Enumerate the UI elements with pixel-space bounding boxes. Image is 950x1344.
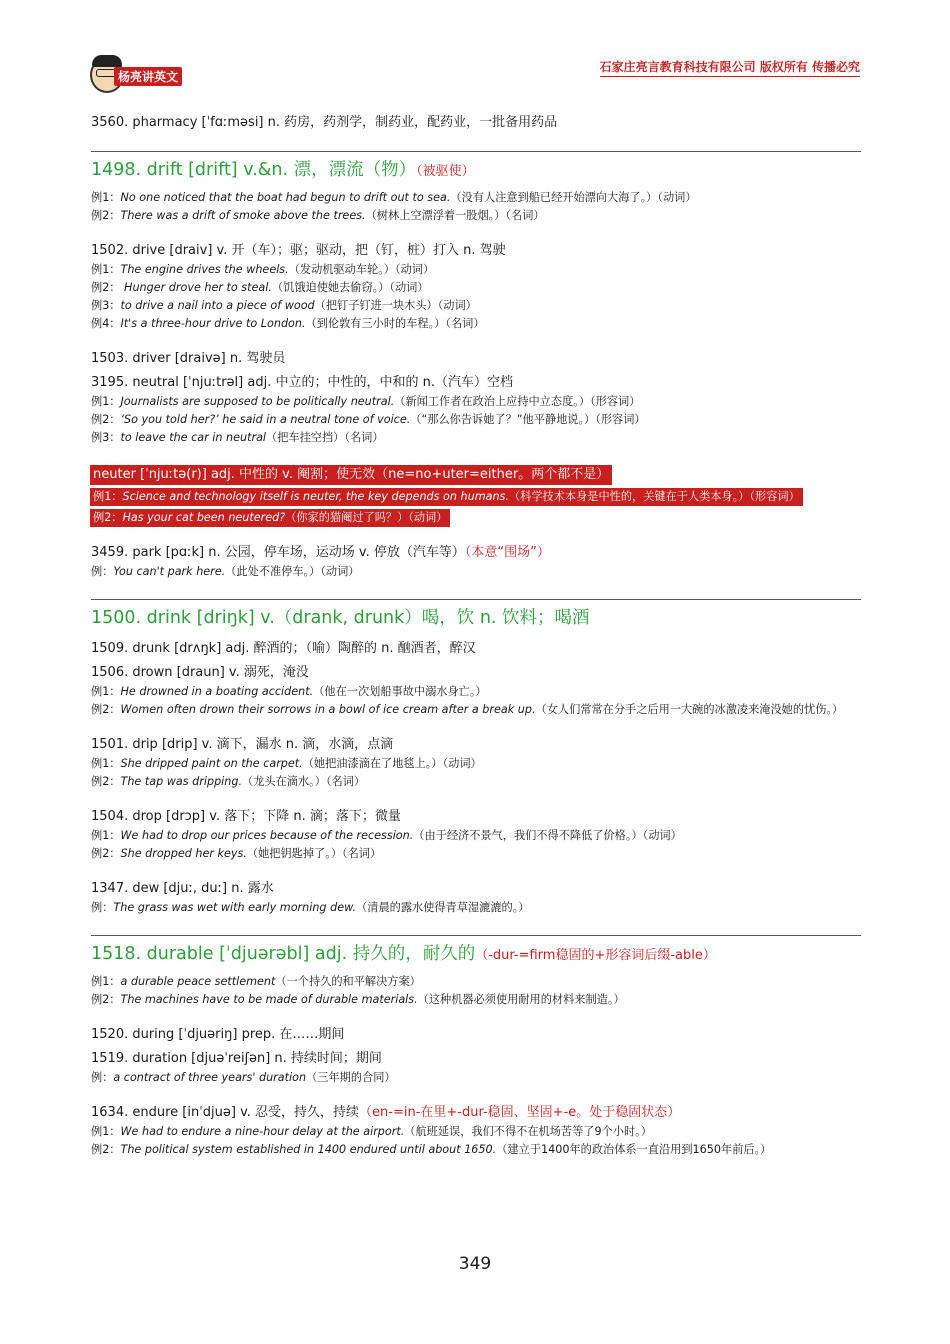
entry-drown: 1506. drown [draun] v. 溺死，淹没 xyxy=(91,665,309,680)
etymology-note: （本意“围场”） xyxy=(464,545,550,560)
example-line: 例3：to leave the car in neutral（把车挂空挡）（名词） xyxy=(91,431,384,444)
example-line: 例1：He drowned in a boating accident.（他在一次划船事故中溺水身亡。） xyxy=(91,685,487,698)
entry-drop: 1504. drop [drɔp] v. 落下；下降 n. 滴；落下；微量 xyxy=(91,809,401,824)
entry-drip: 1501. drip [drip] v. 滴下，漏水 n. 滴，水滴，点滴 xyxy=(91,737,394,752)
example-line: 例2：‘So you told her?’ he said in a neutral tone of voice.（“那么你告诉她了？”他平静地说。）（形容词） xyxy=(91,413,646,426)
copyright-notice: 石家庄亮言教育科技有限公司 版权所有 传播必究 xyxy=(600,58,860,77)
entry-drunk: 1509. drunk [drʌŋk] adj. 醉酒的；（喻）陶醉的 n. 酗酒者，醉汉 xyxy=(91,641,476,656)
section-heading-drift: 1498. drift [drift] v.&n. 漂，漂流（物）（被驱使） xyxy=(91,160,475,180)
example-line: 例2：The machines have to be made of durable materials.（这种机器必须使用耐用的材料来制造。） xyxy=(91,993,625,1006)
section-heading-durable: 1518. durable [ˈdjuərəbl] adj. 持久的，耐久的（-dur-=firm稳固的+形容词后缀-able） xyxy=(91,944,716,964)
avatar-hair-icon xyxy=(92,55,122,67)
entry-duration: 1519. duration [djuəˈreiʃən] n. 持续时间；期间 xyxy=(91,1051,382,1066)
entry-driver: 1503. driver [draivə] n. 驾驶员 xyxy=(91,351,286,366)
example-line: 例1：The engine drives the wheels.（发动机驱动车轮。）（动词） xyxy=(91,263,435,276)
page-header xyxy=(88,55,860,95)
logo-text: 杨亮讲英文 xyxy=(114,67,182,86)
example-line: 例3：to drive a nail into a piece of wood（把钉子钉进一块木头）（动词） xyxy=(91,299,477,312)
entry-dew: 1347. dew [djuː, duː] n. 露水 xyxy=(91,881,274,896)
example-line: 例：a contract of three years' duration（三年期的合同） xyxy=(91,1071,396,1084)
example-line: 例1：We had to endure a nine-hour delay at the airport.（航班延误，我们不得不在机场苦等了9个小时。） xyxy=(91,1125,652,1138)
entry-pharmacy: 3560. pharmacy [ˈfɑːməsi] n. 药房，药剂学，制药业，配药业，一批备用药品 xyxy=(91,115,558,130)
example-line: 例1：She dripped paint on the carpet.（她把油漆滴在了地毯上。）（动词） xyxy=(91,757,482,770)
entry-neutral: 3195. neutral [ˈnjuːtrəl] adj. 中立的；中性的，中和的 n.（汽车）空档 xyxy=(91,375,513,390)
section-heading-drink: 1500. drink [driŋk] v.（drank, drunk）喝，饮 n. 饮料；喝酒 xyxy=(91,608,590,628)
example-line: 例1：Science and technology itself is neuter, the key depends on humans.（科学技术本身是中性的，关键在于人类本身。）（形容词） xyxy=(90,488,803,506)
entry-neuter: neuter [ˈnjuːtə(r)] adj. 中性的 v. 阉割；使无效（ne=no+uter=either。两个都不是） xyxy=(90,465,612,485)
example-line: 例2： Hunger drove her to steal.（饥饿迫使她去偷窃。）（动词） xyxy=(91,281,429,294)
page-number: 349 xyxy=(458,1254,492,1274)
example-line: 例2：The political system established in 1400 endured until about 1650.（建立于1400年的政治体系一直沿用到1650年前后。） xyxy=(91,1143,772,1156)
example-line: 例2：There was a drift of smoke above the trees.（树林上空漂浮着一股烟。）（名词） xyxy=(91,209,545,222)
entry-drive: 1502. drive [draiv] v. 开（车）；驱；驱动，把（钉，桩）打入 n. 驾驶 xyxy=(91,243,506,258)
entry-during: 1520. during [ˈdjuəriŋ] prep. 在……期间 xyxy=(91,1027,345,1042)
entry-park: 3459. park [pɑːk] n. 公园，停车场，运动场 v. 停放（汽车等）（本意“围场”） xyxy=(91,545,550,560)
brand-logo xyxy=(88,55,188,95)
document-body xyxy=(91,113,861,1159)
etymology-note: （被驱使） xyxy=(416,164,475,179)
example-line: 例1：We had to drop our prices because of the recession.（由于经济不景气，我们不得不降低了价格。）（动词） xyxy=(91,829,682,842)
example-line: 例2：The tap was dripping.（龙头在滴水。）（名词） xyxy=(91,775,366,788)
example-line: 例2：She dropped her keys.（她把钥匙掉了。）（名词） xyxy=(91,847,382,860)
example-line: 例1：No one noticed that the boat had begun to drift out to sea.（没有人注意到船已经开始漂向大海了。）（动词） xyxy=(91,191,697,204)
example-line: 例1：a durable peace settlement（一个持久的和平解决方案） xyxy=(91,975,421,988)
example-line: 例：The grass was wet with early morning dew.（清晨的露水使得青草湿漉漉的。） xyxy=(91,901,530,914)
entry-endure: 1634. endure [inˈdjuə] v. 忍受，持久，持续（en-=in-在里+-dur-稳固、坚固+-e。处于稳固状态） xyxy=(91,1105,681,1120)
highlighted-entry-neuter xyxy=(90,463,861,527)
example-line: 例1：Journalists are supposed to be politically neutral.（新闻工作者在政治上应持中立态度。）（形容词） xyxy=(91,395,641,408)
etymology-note: （-dur-=firm稳固的+形容词后缀-able） xyxy=(475,948,716,963)
example-line: 例2：Women often drown their sorrows in a bowl of ice cream after a break up.（女人们常常在分手之后用一大碗的冰激凌来淹没她的忧伤。） xyxy=(91,703,844,716)
example-line: 例4：It's a three-hour drive to London.（到伦敦有三小时的车程。）（名词） xyxy=(91,317,485,330)
example-line: 例2：Has your cat been neutered?（你家的猫阉过了吗？）（动词） xyxy=(90,509,450,527)
etymology-note: （en-=in-在里+-dur-稳固、坚固+-e。处于稳固状态） xyxy=(359,1105,681,1120)
example-line: 例：You can't park here.（此处不准停车。）（动词） xyxy=(91,565,360,578)
